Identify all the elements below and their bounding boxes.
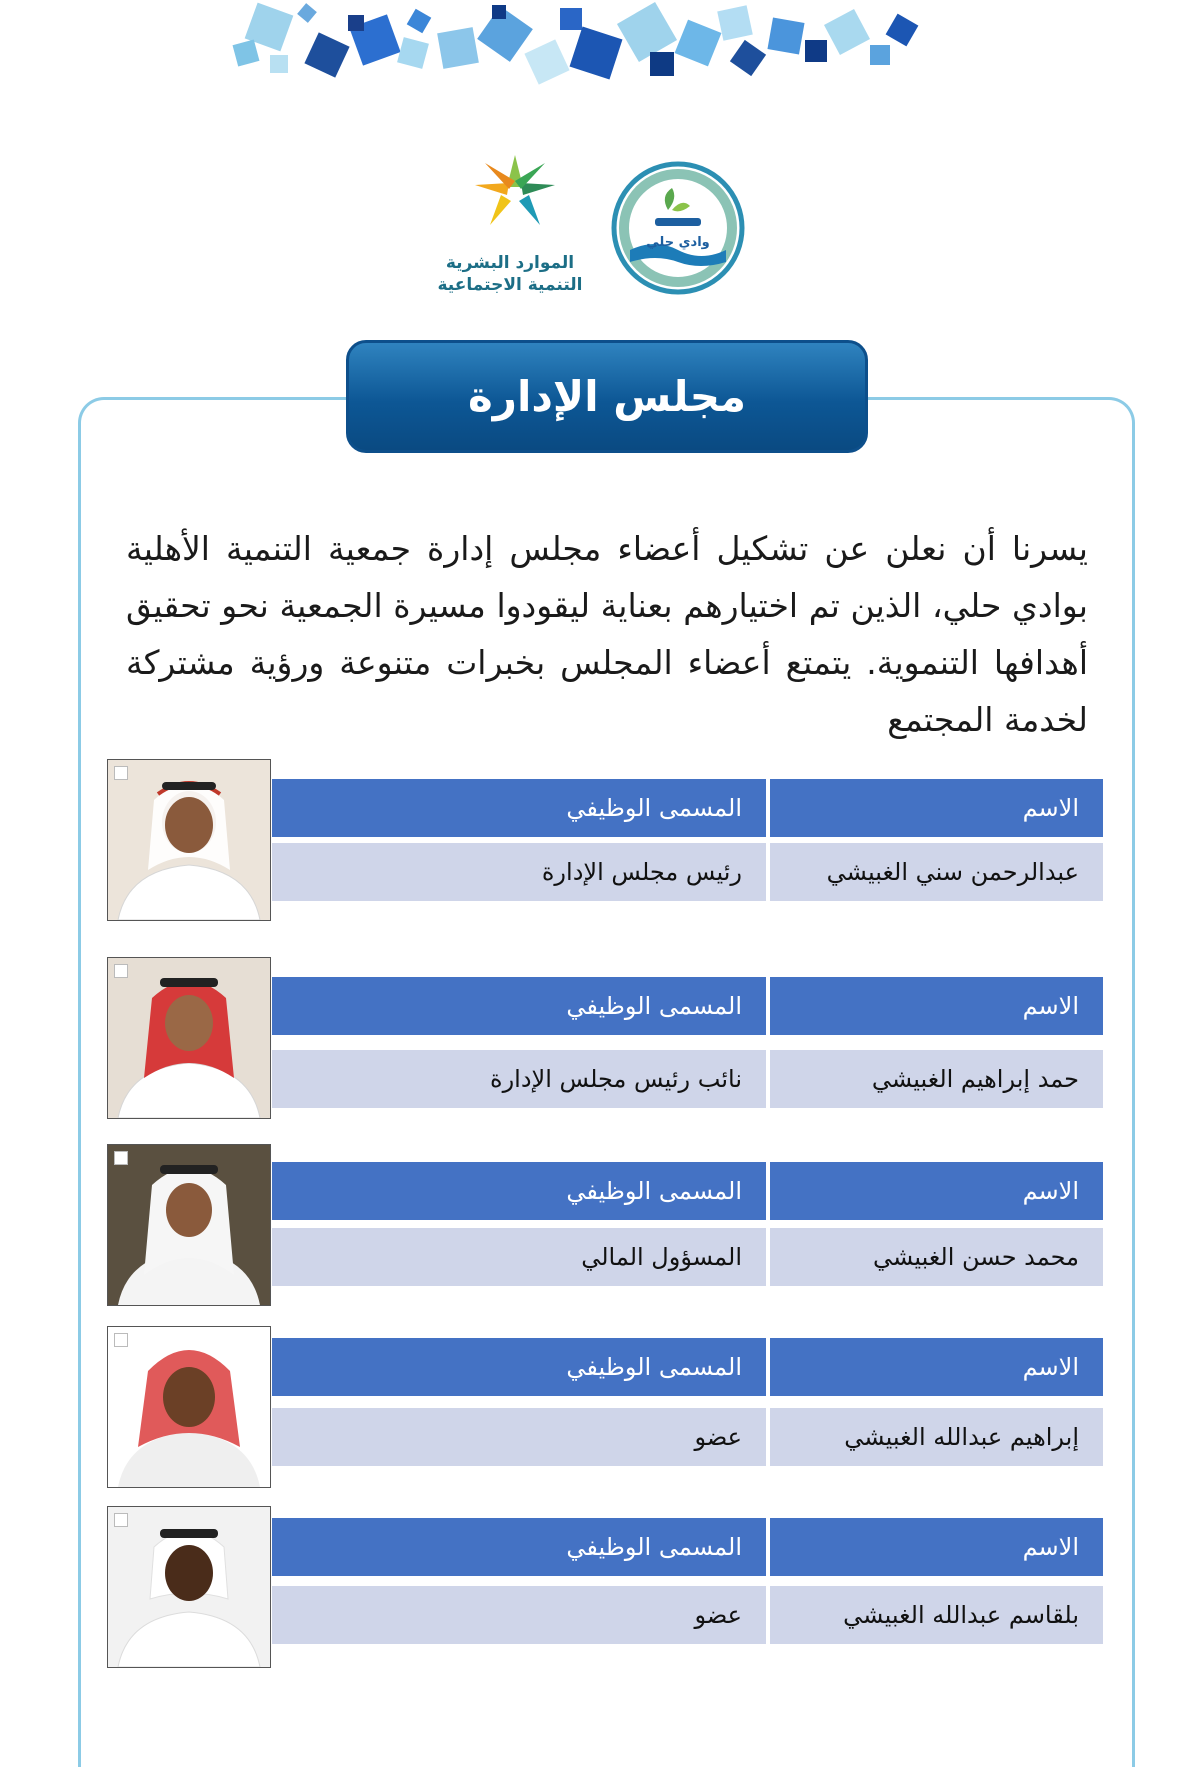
job-title-header: المسمى الوظيفي xyxy=(272,779,766,837)
member-name: عبدالرحمن سني الغبيشي xyxy=(770,843,1103,901)
member-card xyxy=(0,1506,1200,1671)
person-silhouette-icon xyxy=(108,760,270,920)
job-title-header: المسمى الوظيفي xyxy=(272,1162,766,1220)
page-title: مجلس الإدارة xyxy=(346,340,868,453)
job-title-header: المسمى الوظيفي xyxy=(272,977,766,1035)
association-logo xyxy=(614,164,742,292)
member-job-title: عضو xyxy=(272,1586,766,1644)
member-name: محمد حسن الغبيشي xyxy=(770,1228,1103,1286)
member-card xyxy=(0,1144,1200,1309)
member-job-title: المسؤول المالي xyxy=(272,1228,766,1286)
member-photo xyxy=(107,759,271,921)
name-header: الاسم xyxy=(770,977,1103,1035)
name-header: الاسم xyxy=(770,779,1103,837)
name-header: الاسم xyxy=(770,1338,1103,1396)
member-job-title: نائب رئيس مجلس الإدارة xyxy=(272,1050,766,1108)
person-silhouette-icon xyxy=(108,1327,270,1487)
intro-paragraph: يسرنا أن نعلن عن تشكيل أعضاء مجلس إدارة جمعية التنمية الأهلية بوادي حلي، الذين تم اختيارهم بعناية ليقودوا مسيرة الجمعية نحو تحقيق أهدافها التنموية. يتمتع أعضاء المجلس بخبرات متنوعة ورؤية مشتركة لخدمة المجتمع xyxy=(126,529,1088,739)
person-silhouette-icon xyxy=(108,1145,270,1305)
member-photo xyxy=(107,1506,271,1668)
member-card xyxy=(0,759,1200,924)
member-photo xyxy=(107,1326,271,1488)
member-card xyxy=(0,957,1200,1122)
ministry-logo xyxy=(438,155,583,295)
ministry-logo-line2: التنمية الاجتماعية xyxy=(437,275,583,295)
member-name: بلقاسم عبدالله الغبيشي xyxy=(770,1586,1103,1644)
member-job-title: رئيس مجلس الإدارة xyxy=(272,843,766,901)
ministry-logo-line1: الموارد البشرية xyxy=(445,253,575,273)
person-silhouette-icon xyxy=(108,1507,270,1667)
member-photo xyxy=(107,1144,271,1306)
member-job-title: عضو xyxy=(272,1408,766,1466)
person-silhouette-icon xyxy=(108,958,270,1118)
member-photo xyxy=(107,957,271,1119)
job-title-header: المسمى الوظيفي xyxy=(272,1338,766,1396)
name-header: الاسم xyxy=(770,1162,1103,1220)
job-title-header: المسمى الوظيفي xyxy=(272,1518,766,1576)
decorative-banner xyxy=(230,0,930,100)
member-name: حمد إبراهيم الغبيشي xyxy=(770,1050,1103,1108)
logos-area xyxy=(430,150,760,310)
member-name: إبراهيم عبدالله الغبيشي xyxy=(770,1408,1103,1466)
member-card xyxy=(0,1326,1200,1491)
association-logo-text: وادي حلي xyxy=(646,235,710,250)
name-header: الاسم xyxy=(770,1518,1103,1576)
